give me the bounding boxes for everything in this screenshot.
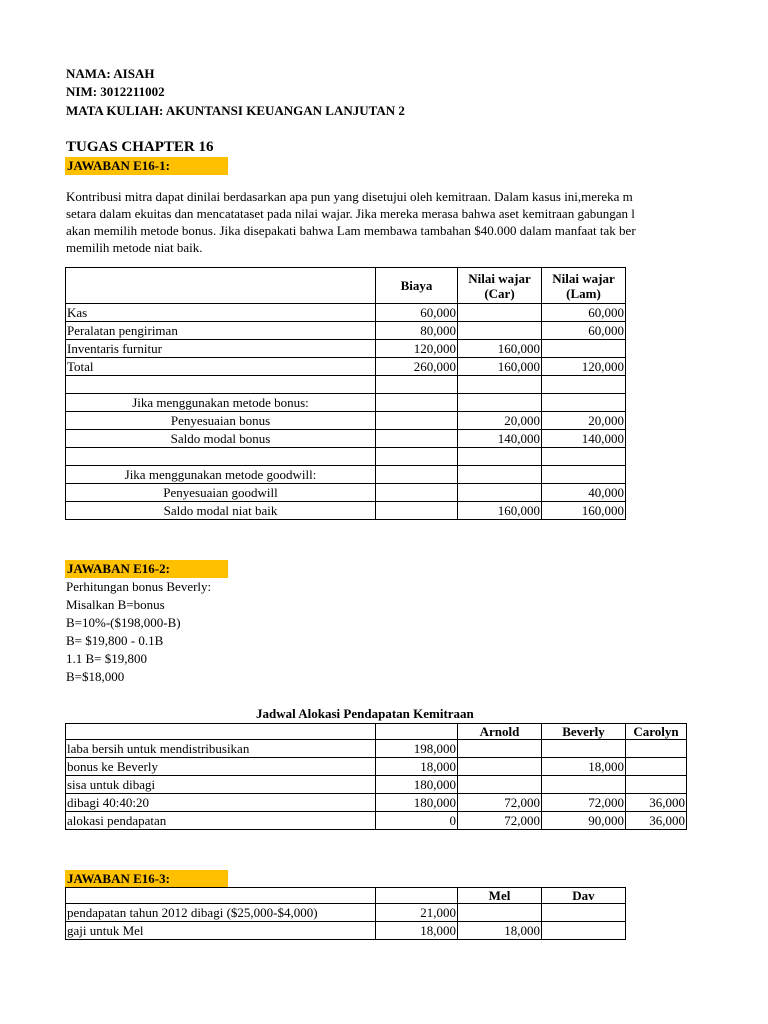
table-row: Kas 60,000 60,000 — [67, 304, 624, 320]
col-arnold: Arnold — [458, 724, 542, 740]
table-row: Saldo modal niat baik 160,000 160,000 — [66, 502, 626, 520]
e16-2-table — [65, 723, 687, 830]
table-row: Inventaris furnitur 120,000 160,000 — [66, 340, 626, 358]
col-beverly: Beverly — [542, 724, 626, 740]
e16-2-table-title: Jadwal Alokasi Pendapatan Kemitraan — [256, 706, 474, 721]
table-row: Penyesuaian goodwill 40,000 — [66, 484, 626, 502]
table-header-row — [66, 268, 626, 304]
table-row: pendapatan tahun 2012 dibagi ($25,000-$4,000) 21,000 — [66, 904, 626, 922]
col-carolyn: Carolyn — [626, 724, 687, 740]
heading-e16-1: JAWABAN E16-1: — [65, 157, 228, 175]
table-row: Total 260,000 160,000 120,000 — [67, 358, 624, 374]
table-row: Penyesuaian bonus 20,000 20,000 — [66, 412, 626, 430]
table-row: laba bersih untuk mendistribusikan 198,000 — [66, 740, 687, 758]
student-nim: NIM: 3012211002 — [66, 84, 165, 99]
e16-3-table — [65, 887, 626, 940]
table-row: gaji untuk Mel 18,000 18,000 — [66, 922, 626, 940]
table-header-row — [66, 724, 687, 740]
course-name: MATA KULIAH: AKUNTANSI KEUANGAN LANJUTAN 2 — [66, 103, 405, 118]
e16-2-calculation: Perhitungan bonus Beverly: Misalkan B=bonus B=10%-($198,000-B) B= $19,800 - 0.1B 1.1 B= $19,800 B=$18,000 — [66, 579, 212, 684]
table-row: dibagi 40:40:20 180,000 72,000 72,000 36,000 — [67, 794, 685, 810]
assignment-title: TUGAS CHAPTER 16 — [66, 139, 214, 155]
table-row: Peralatan pengiriman 80,000 60,000 — [67, 322, 624, 338]
student-name: NAMA: AISAH — [66, 66, 155, 81]
heading-e16-2: JAWABAN E16-2: — [65, 560, 228, 578]
table-row: sisa untuk dibagi 180,000 — [66, 776, 687, 794]
table-row: alokasi pendapatan 0 72,000 90,000 36,000 — [67, 812, 685, 828]
table-row: bonus ke Beverly 18,000 18,000 — [66, 758, 687, 776]
table-header-row — [66, 888, 626, 904]
table-row — [66, 448, 626, 466]
table-row: Jika menggunakan metode bonus: — [66, 394, 626, 412]
col-biaya: Biaya — [376, 268, 458, 304]
table-row: Saldo modal bonus 140,000 140,000 — [66, 430, 626, 448]
e16-1-paragraph: Kontribusi mitra dapat dinilai berdasarkan apa pun yang disetujui oleh kemitraan. Dalam kasus ini,mereka m setara dalam ekuitas dan mencatataset pada nilai wajar. Jika mereka merasa bahwa aset kemitraan gabungan l akan memilih metode bonus. Jika disepakati bahwa Lam membawa tambahan $40.000 dalam manfaat tak ber memilih metode niat baik. — [66, 189, 636, 255]
heading-e16-3: JAWABAN E16-3: — [65, 870, 228, 888]
col-lam: Nilai wajar (Lam) — [542, 268, 626, 304]
table-row — [66, 376, 626, 394]
col-dav: Dav — [542, 888, 626, 904]
e16-1-table — [65, 267, 626, 520]
table-row: Jika menggunakan metode goodwill: — [66, 466, 626, 484]
col-car: Nilai wajar (Car) — [458, 268, 542, 304]
col-mel: Mel — [458, 888, 542, 904]
